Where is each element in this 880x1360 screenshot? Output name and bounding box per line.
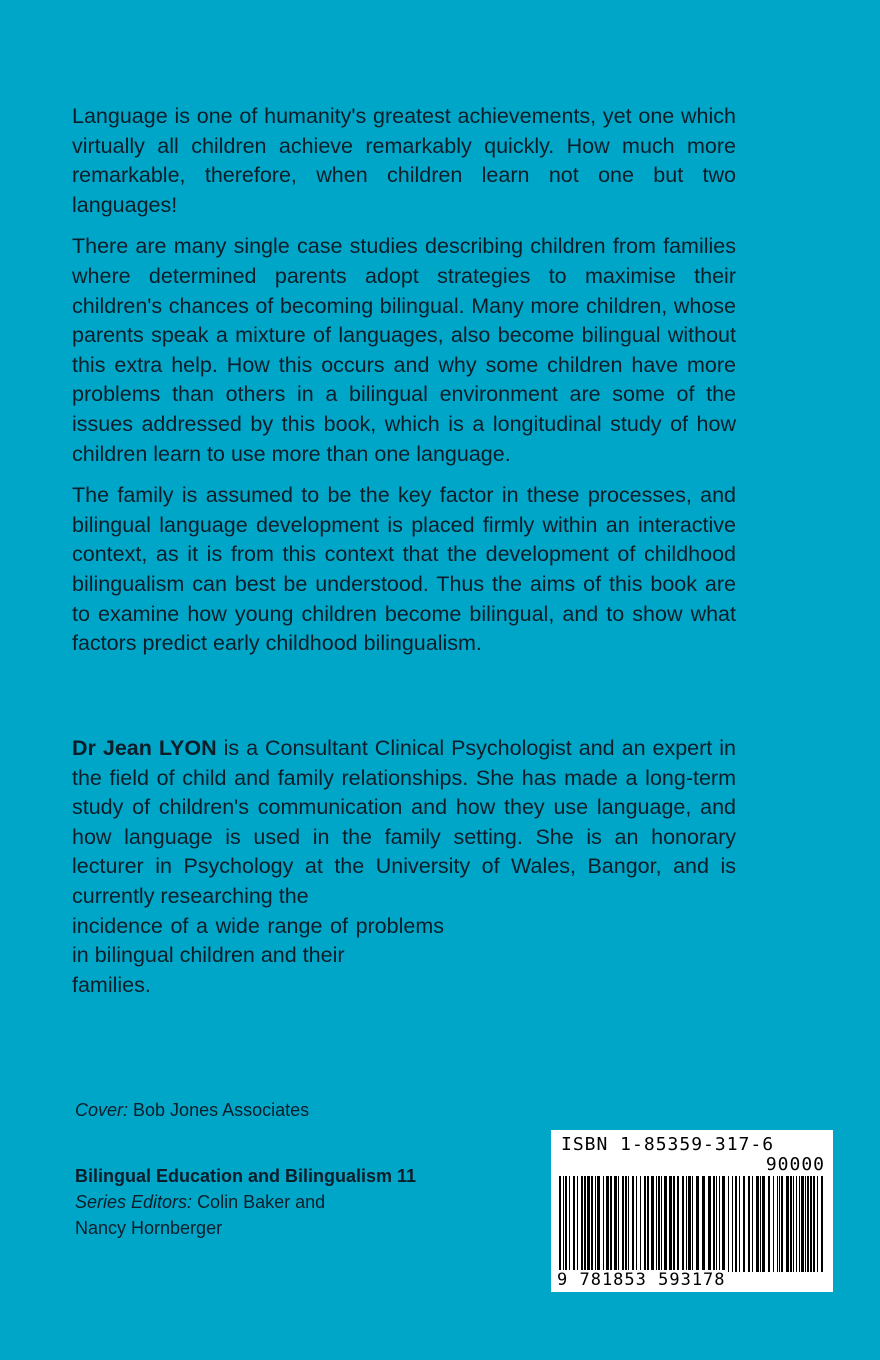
- barcode-bar: [810, 1176, 812, 1272]
- barcode-bar: [716, 1176, 717, 1272]
- author-bio-text: is a Consultant Clinical Psychologist and an expert in the field of child and family relationships. She has made a long-term study of children's communication and how they use language, and how language is used in the family setting. She is an honorary lecturer in Psychology at the University of Wales, Bangor, and is currently researching the: [72, 736, 736, 908]
- barcode-bars: [557, 1176, 827, 1272]
- barcode-bar: [735, 1176, 737, 1272]
- barcode-bar: [762, 1176, 765, 1272]
- series-editors-label: Series Editors:: [75, 1192, 193, 1212]
- barcode-bar: [610, 1176, 612, 1272]
- isbn-barcode: [551, 1130, 833, 1292]
- barcode-bar: [777, 1176, 778, 1272]
- barcode-bar: [793, 1176, 794, 1272]
- blurb-paragraph-2: There are many single case studies describing children from families where determined parents adopt strategies to maximise their children's chances of becoming bilingual. Many more children, whose parents speak a mixture of languages, also become bilingual without this extra help. How this occurs and why some children have more problems than others in a bilingual environment are some of the issues addressed by this book, which is a longitudinal study of how children learn to use more than one language.: [72, 234, 736, 466]
- blurb-paragraph-1: Language is one of humanity's greatest achievements, yet one which virtually all children achieve remarkably quickly. How much more remarkable, therefore, when children learn not one but two languages!: [72, 104, 736, 217]
- barcode-bar: [595, 1176, 596, 1272]
- barcode-bar: [628, 1176, 629, 1272]
- ean-digits: 9 781853 593178: [557, 1270, 726, 1290]
- series-title: Bilingual Education and Bilingualism 11: [75, 1166, 417, 1186]
- barcode-bar: [577, 1176, 578, 1272]
- barcode-bar: [658, 1176, 660, 1272]
- barcode-bar: [743, 1176, 745, 1272]
- price-code: 90000: [765, 1154, 825, 1175]
- barcode-bar: [807, 1176, 809, 1272]
- barcode-bar: [708, 1176, 711, 1272]
- barcode-bar: [768, 1176, 770, 1272]
- barcode-bar: [563, 1176, 564, 1272]
- barcode-bar: [756, 1176, 759, 1272]
- barcode-bar: [636, 1176, 637, 1272]
- barcode-bar: [591, 1176, 593, 1272]
- barcode-bar: [799, 1176, 800, 1272]
- barcode-bar: [779, 1176, 780, 1272]
- barcode-bar: [821, 1176, 823, 1272]
- barcode-bar: [573, 1176, 575, 1272]
- barcode-bar: [713, 1176, 715, 1272]
- barcode-bar: [606, 1176, 609, 1272]
- barcode-bar: [805, 1176, 806, 1272]
- cover-credit: [75, 1098, 309, 1122]
- barcode-bar: [702, 1176, 705, 1272]
- barcode-bar: [692, 1176, 693, 1272]
- barcode-bar: [664, 1176, 667, 1272]
- barcode-bar: [781, 1176, 783, 1272]
- barcode-bar: [786, 1176, 789, 1272]
- barcode-bar: [796, 1176, 797, 1272]
- barcode-bar: [773, 1176, 774, 1272]
- barcode-bar: [644, 1176, 646, 1272]
- cover-credit-value: Bob Jones Associates: [133, 1100, 310, 1120]
- barcode-bar: [686, 1176, 687, 1272]
- barcode-bar: [752, 1176, 753, 1272]
- series-info: [75, 1163, 416, 1241]
- barcode-bar: [614, 1176, 617, 1272]
- barcode-bar: [732, 1176, 733, 1272]
- barcode-bar: [677, 1176, 679, 1272]
- barcode-bar: [817, 1176, 818, 1272]
- barcode-bar: [673, 1176, 675, 1272]
- barcode-bar: [584, 1176, 586, 1272]
- author-bio-main: [72, 734, 736, 912]
- blurb: [72, 102, 736, 671]
- barcode-bar: [618, 1176, 619, 1272]
- series-editors-line: [75, 1192, 325, 1212]
- barcode-bar: [640, 1176, 641, 1272]
- author-bio: [72, 734, 736, 1000]
- barcode-bar: [688, 1176, 691, 1272]
- cover-credit-label: Cover:: [75, 1100, 129, 1120]
- barcode-bar: [813, 1176, 815, 1272]
- barcode-bar: [790, 1176, 792, 1272]
- barcode-bar: [669, 1176, 672, 1272]
- barcode-bar: [647, 1176, 649, 1272]
- series-editors-1: Colin Baker and: [197, 1192, 326, 1212]
- barcode-bar: [603, 1176, 604, 1272]
- author-bio-tail: incidence of a wide range of problems in bilingual children and their: [72, 913, 444, 968]
- barcode-bar: [632, 1176, 634, 1272]
- barcode-bar: [569, 1176, 570, 1272]
- barcode-bar: [722, 1176, 725, 1272]
- barcode-bar: [661, 1176, 662, 1272]
- barcode-bar: [719, 1176, 720, 1272]
- barcode-bar: [581, 1176, 583, 1272]
- barcode-bar: [656, 1176, 657, 1272]
- author-bio-last: families.: [72, 972, 151, 997]
- barcode-bar: [651, 1176, 654, 1272]
- barcode-bar: [622, 1176, 624, 1272]
- barcode-bar: [728, 1176, 729, 1272]
- barcode-bar: [760, 1176, 761, 1272]
- barcode-bar: [565, 1176, 567, 1272]
- author-name: Dr Jean LYON: [72, 736, 217, 760]
- barcode-bar: [748, 1176, 750, 1272]
- barcode-bar: [682, 1176, 684, 1272]
- barcode-bar: [559, 1176, 561, 1272]
- barcode-bar: [625, 1176, 627, 1272]
- barcode-bar: [587, 1176, 590, 1272]
- barcode-bar: [801, 1176, 804, 1272]
- barcode-bar: [597, 1176, 600, 1272]
- blurb-paragraph-3: The family is assumed to be the key factor in these processes, and bilingual language development is placed firmly within an interactive context, as it is from this context that the development of childhood bilingualism can best be understood. Thus the aims of this book are to examine how young children become bilingual, and to show what factors predict early childhood bilingualism.: [72, 483, 736, 656]
- isbn-number: ISBN 1-85359-317-6: [561, 1134, 775, 1155]
- barcode-bar: [739, 1176, 740, 1272]
- barcode-bar: [696, 1176, 699, 1272]
- series-editors-2: Nancy Hornberger: [75, 1218, 223, 1238]
